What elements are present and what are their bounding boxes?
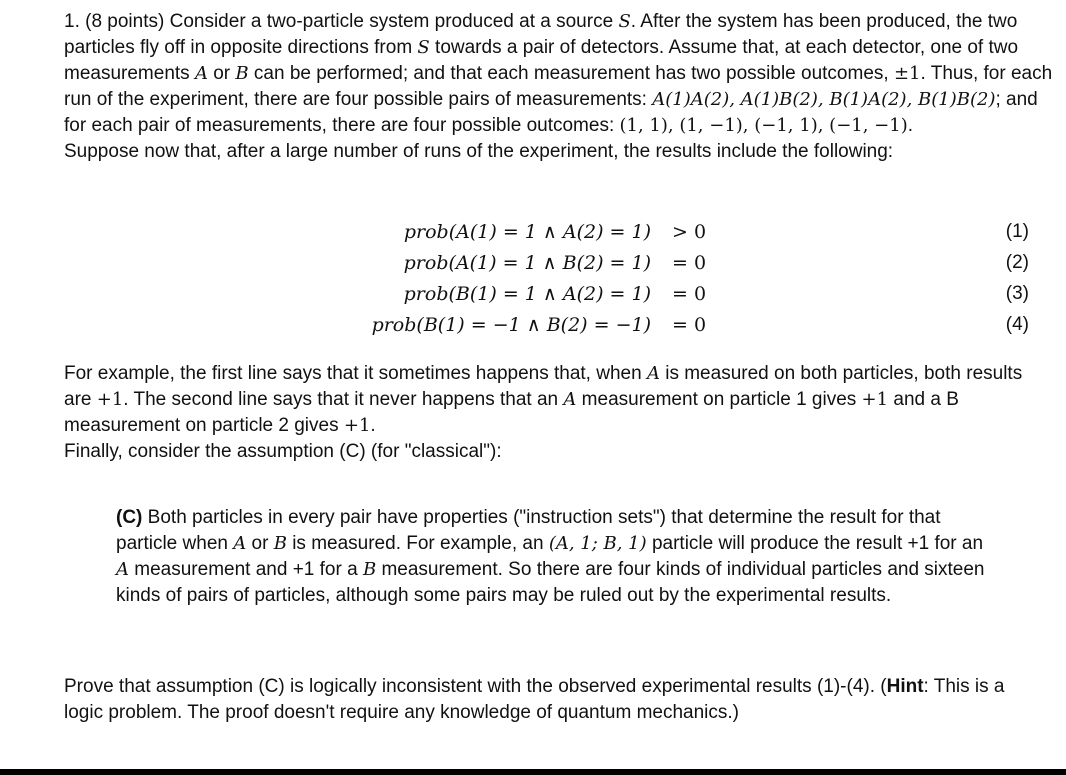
prove-paragraph: Prove that assumption (C) is logically inconsistent with the observed experimental results (1)-(4). (Hint: This is a logic problem. The proof doesn't require any knowledge of quantum mechanics.) xyxy=(64,676,1005,723)
equation-row: prob(A(1) = 1 ∧ A(2) = 1) > 0 (1) xyxy=(0,216,1066,248)
equation-number: (3) xyxy=(1005,283,1029,304)
finally-line: Finally, consider the assumption (C) (for "classical"): xyxy=(64,441,502,462)
equation-number: (1) xyxy=(1005,221,1029,242)
prove-task xyxy=(64,674,1044,726)
assumption-label: (C) xyxy=(116,507,143,528)
equation-number: (4) xyxy=(1005,314,1029,335)
bottom-border xyxy=(0,769,1066,775)
example-paragraph: For example, the first line says that it sometimes happens that, when A is measured on both particles, both results are +1. The second line says that it never happens that an A measurement on particle 1 gives +1 and a B measurement on particle 2 gives +1. xyxy=(64,363,1023,436)
equation-row: prob(A(1) = 1 ∧ B(2) = 1) = 0 (2) xyxy=(0,247,1066,279)
source-symbol: S xyxy=(618,11,631,32)
measurement-pairs: A(1)A(2), A(1)B(2), B(1)A(2), B(1)B(2) xyxy=(652,89,996,110)
hint-label: Hint xyxy=(886,676,924,697)
problem-intro xyxy=(64,9,1054,165)
equation-row: prob(B(1) = 1 ∧ A(2) = 1) = 0 (3) xyxy=(0,278,1066,310)
suppose-line: Suppose now that, after a large number of runs of the experiment, the results include the following: xyxy=(64,141,894,162)
possible-outcomes: (1, 1), (1, −1), (−1, 1), (−1, −1) xyxy=(619,115,908,136)
equation-number: (2) xyxy=(1005,252,1029,273)
equation-row: prob(B(1) = −1 ∧ B(2) = −1) = 0 (4) xyxy=(0,309,1066,341)
problem-number: 1. (8 points) xyxy=(64,11,165,32)
intro-paragraph: 1. (8 points) Consider a two-particle system produced at a source S. After the system has been produced, the two particles fly off in opposite directions from S towards a pair of detectors. Assume that, at each detector, one of two measurements A or B can be performed; and that each measurement has two possible outcomes, ±1. Thus, for each run of the experiment, there are four possible pairs of measurements: A(1)A(2), A(1)B(2), B(1)A(2), B(1)B(2); and for each pair of measurements, there are four possible outcomes: (1, 1), (1, −1), (−1, 1), (−1, −1). xyxy=(64,11,1053,136)
assumption-paragraph: (C) Both particles in every pair have properties ("instruction sets") that determine the result for that particle when A or B is measured. For example, an (A, 1; B, 1) particle will produce the result +1 for an A measurement and +1 for a B measurement. So there are four kinds of individual particles and sixteen kinds of pairs of particles, although some pairs may be ruled out by the experimental results. xyxy=(116,507,985,606)
example-text xyxy=(64,361,1044,465)
assumption-c xyxy=(116,505,996,609)
particle-example: (A, 1; B, 1) xyxy=(548,533,647,554)
